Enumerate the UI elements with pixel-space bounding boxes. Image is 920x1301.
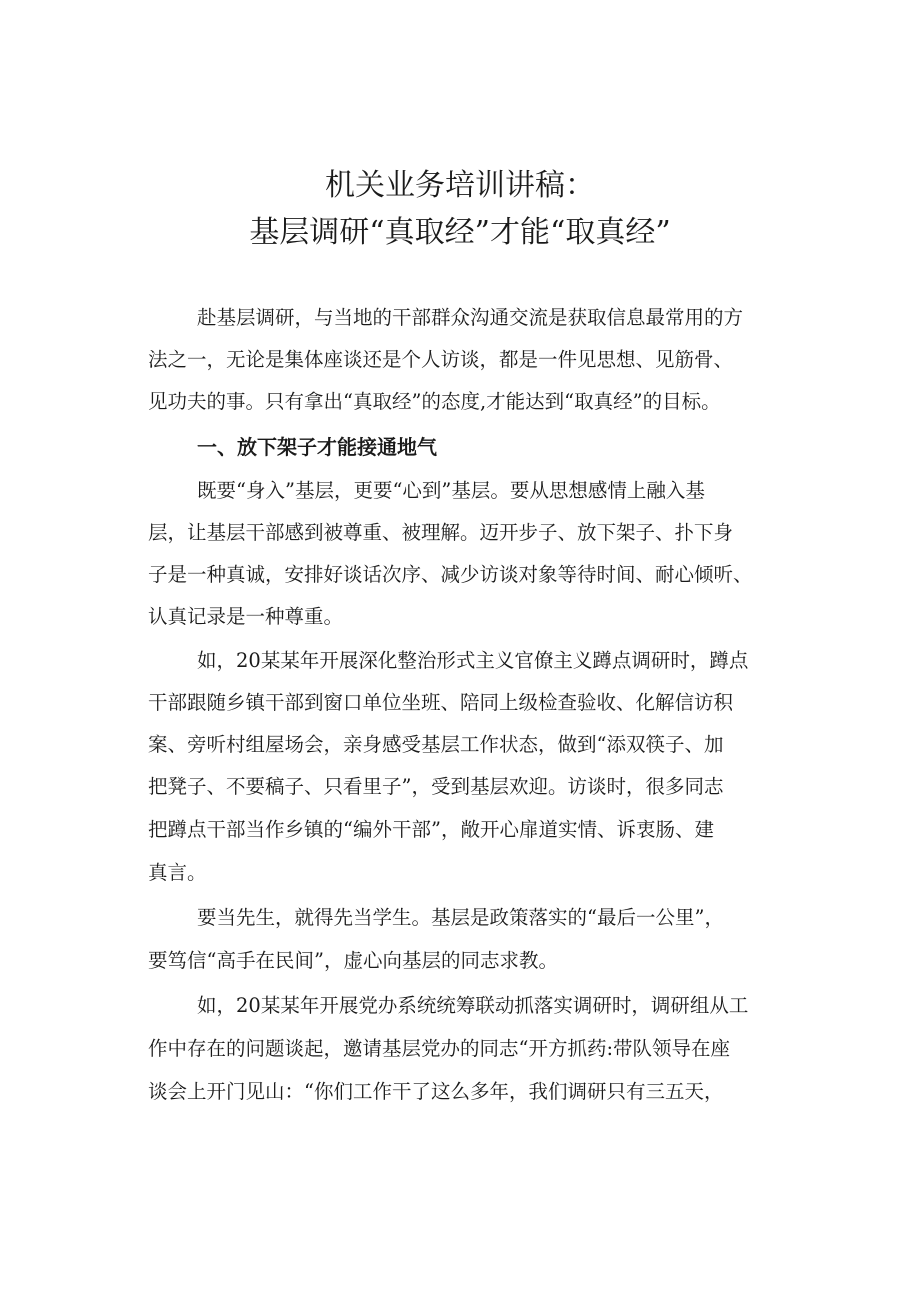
document-title-line-2: 基层调研“真取经”才能“取真经” xyxy=(249,215,671,250)
paragraph-line: 把蹲点干部当作乡镇的“编外干部”，敞开心扉道实情、诉衷肠、建 xyxy=(148,818,714,841)
paragraph-line: 如，20某某年开展深化整治形式主义官僚主义蹲点调研时，蹲点 xyxy=(197,649,749,672)
paragraph-line: 案、旁听村组屋场会，亲身感受基层工作状态，做到“添双筷子、加 xyxy=(148,733,724,756)
paragraph-line: 作中存在的问题谈起，邀请基层党办的同志“开方抓药:带队领导在座 xyxy=(148,1037,731,1060)
paragraph-line: 把凳子、不要稿子、只看里子”，受到基层欢迎。访谈时，很多同志 xyxy=(148,775,724,798)
paragraph-line: 谈会上开门见山：“你们工作干了这么多年，我们调研只有三五天， xyxy=(148,1080,724,1103)
paragraph-line: 见功夫的事。只有拿出“真取经”的态度,才能达到“取真经”的目标。 xyxy=(148,390,721,413)
document-title-line-1: 机关业务培训讲稿： xyxy=(325,168,595,203)
section-heading: 一、放下架子才能接通地气 xyxy=(197,435,437,459)
paragraph-line: 赴基层调研，与当地的干部群众沟通交流是获取信息最常用的方 xyxy=(197,306,744,329)
paragraph-line: 既要“身入”基层，更要“心到”基层。要从思想感情上融入基 xyxy=(197,479,705,502)
paragraph-line: 真言。 xyxy=(148,861,207,884)
paragraph-line: 认真记录是一种尊重。 xyxy=(148,605,344,628)
paragraph-line: 层，让基层干部感到被尊重、被理解。迈开步子、放下架子、扑下身 xyxy=(148,521,734,544)
paragraph-line: 要笃信“高手在民间”，虚心向基层的同志求教。 xyxy=(148,949,558,972)
paragraph-line: 要当先生，就得先当学生。基层是政策落实的“最后一公里”， xyxy=(197,906,724,929)
paragraph-line: 法之一，无论是集体座谈还是个人访谈，都是一件见思想、见筋骨、 xyxy=(148,348,734,371)
paragraph-line: 干部跟随乡镇干部到窗口单位坐班、陪同上级检查验收、化解信访积 xyxy=(148,691,734,714)
paragraph-line: 子是一种真诚，安排好谈话次序、减少访谈对象等待时间、耐心倾听、 xyxy=(148,563,753,586)
paragraph-line: 如，20某某年开展党办系统统筹联动抓落实调研时，调研组从工 xyxy=(197,994,749,1017)
